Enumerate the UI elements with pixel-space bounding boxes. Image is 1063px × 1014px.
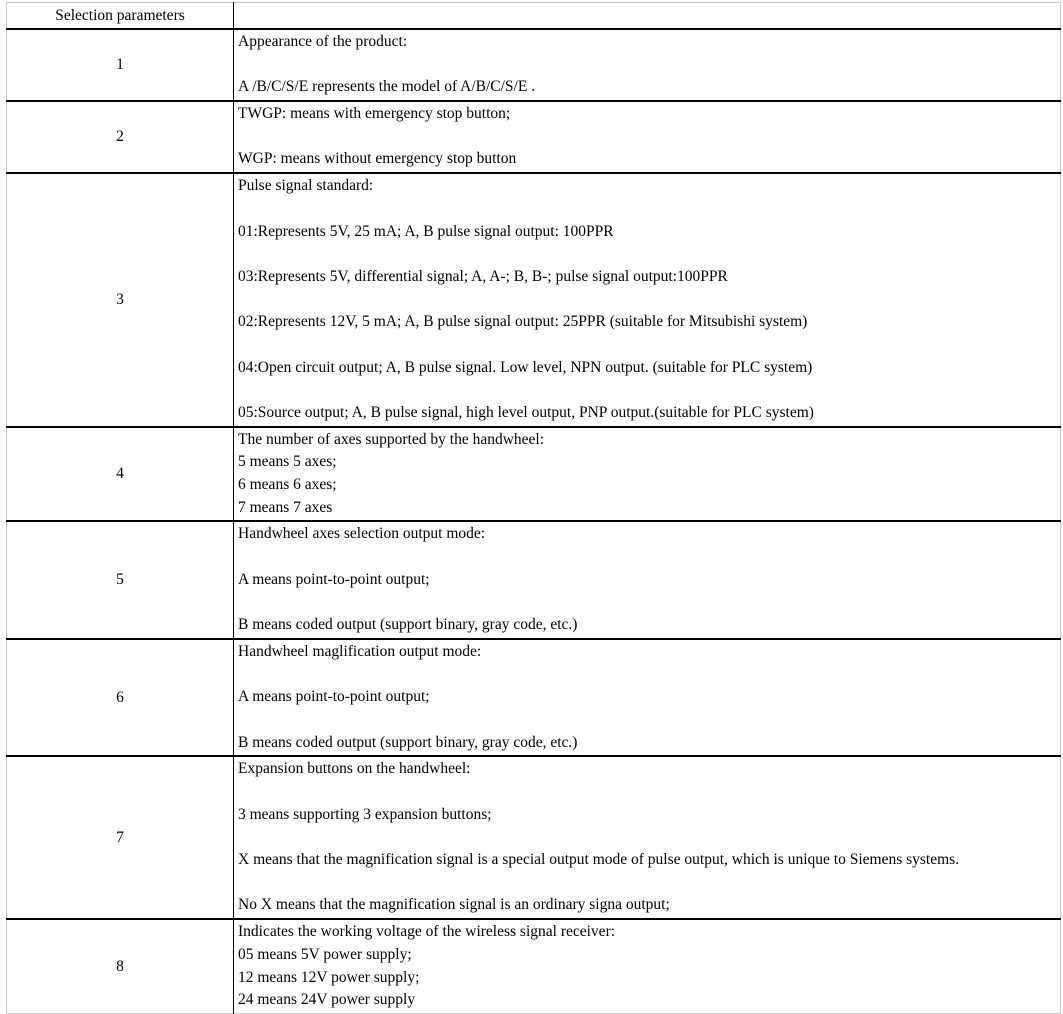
description-line: 01:Represents 5V, 25 mA; A, B pulse signal output: 100PPR bbox=[238, 222, 614, 240]
table-row bbox=[7, 29, 1061, 101]
description-line: 24 means 24V power supply bbox=[238, 991, 416, 1009]
description-line bbox=[238, 664, 1058, 687]
description-line: Handwheel maglification output mode: bbox=[238, 642, 482, 660]
description-line: 05 means 5V power supply; bbox=[238, 945, 412, 963]
description-line bbox=[238, 126, 1058, 149]
description-line bbox=[238, 243, 1058, 266]
description-line: WGP: means without emergency stop button bbox=[238, 150, 517, 168]
param-number-cell: 5 bbox=[7, 521, 234, 638]
description-line: Pulse signal standard: bbox=[238, 177, 374, 195]
param-number-cell: 4 bbox=[7, 427, 234, 522]
description-line bbox=[238, 379, 1058, 402]
description-line bbox=[238, 826, 1058, 849]
table-row bbox=[7, 639, 1061, 756]
param-number-cell: 6 bbox=[7, 639, 234, 756]
description-cell bbox=[234, 173, 1061, 427]
description-line bbox=[238, 334, 1058, 357]
param-number-cell: 2 bbox=[7, 101, 234, 173]
table-row bbox=[7, 173, 1061, 427]
description-line: 02:Represents 12V, 5 mA; A, B pulse signal output: 25PPR (suitable for Mitsubishi system) bbox=[238, 313, 808, 331]
description-line: No X means that the magnification signal is an ordinary signa output; bbox=[238, 896, 670, 914]
description-cell bbox=[234, 101, 1061, 173]
description-line bbox=[238, 198, 1058, 221]
header-selection-parameters: Selection parameters bbox=[7, 3, 234, 30]
description-line: Expansion buttons on the handwheel: bbox=[238, 760, 471, 778]
table-row bbox=[7, 756, 1061, 919]
description-line bbox=[238, 872, 1058, 895]
description-line bbox=[238, 781, 1058, 804]
description-line: 12 means 12V power supply; bbox=[238, 968, 420, 986]
description-cell bbox=[234, 919, 1061, 1013]
table-row bbox=[7, 427, 1061, 522]
description-line bbox=[238, 289, 1058, 312]
description-line: TWGP: means with emergency stop button; bbox=[238, 105, 511, 123]
description-line: X means that the magnification signal is a special output mode of pulse output, which is unique to Siemens systems. bbox=[238, 851, 960, 869]
description-line: 3 means supporting 3 expansion buttons; bbox=[238, 805, 492, 823]
description-line: Handwheel axes selection output mode: bbox=[238, 525, 486, 543]
param-number-cell: 8 bbox=[7, 919, 234, 1013]
param-number-cell: 1 bbox=[7, 29, 234, 101]
description-cell bbox=[234, 427, 1061, 522]
description-line: 6 means 6 axes; bbox=[238, 476, 337, 494]
description-line: 7 means 7 axes bbox=[238, 498, 333, 516]
table-row bbox=[7, 101, 1061, 173]
description-cell bbox=[234, 756, 1061, 919]
description-line bbox=[238, 592, 1058, 615]
description-line bbox=[238, 54, 1058, 77]
description-line bbox=[238, 709, 1058, 732]
description-line: 05:Source output; A, B pulse signal, high level output, PNP output.(suitable for PLC system) bbox=[238, 404, 814, 421]
description-cell bbox=[234, 29, 1061, 101]
description-line: The number of axes supported by the handwheel: bbox=[238, 430, 545, 448]
description-cell bbox=[234, 639, 1061, 756]
description-line: 03:Represents 5V, differential signal; A, A-; B, B-; pulse signal output:100PPR bbox=[238, 267, 728, 285]
table-row bbox=[7, 919, 1061, 1013]
header-description bbox=[234, 3, 1061, 30]
description-line: B means coded output (support binary, gray code, etc.) bbox=[238, 616, 578, 634]
selection-parameters-table bbox=[6, 2, 1061, 1014]
description-line: 04:Open circuit output; A, B pulse signal. Low level, NPN output. (suitable for PLC system) bbox=[238, 358, 813, 376]
description-line: A /B/C/S/E represents the model of A/B/C/S/E . bbox=[238, 78, 536, 96]
table-body bbox=[7, 29, 1061, 1013]
param-number-cell: 7 bbox=[7, 756, 234, 919]
description-cell bbox=[234, 521, 1061, 638]
description-line: Indicates the working voltage of the wireless signal receiver: bbox=[238, 923, 616, 941]
table-header-row bbox=[7, 3, 1061, 30]
description-line: B means coded output (support binary, gray code, etc.) bbox=[238, 733, 578, 751]
description-line: 5 means 5 axes; bbox=[238, 453, 337, 471]
param-number-cell: 3 bbox=[7, 173, 234, 427]
table-row bbox=[7, 521, 1061, 638]
description-line bbox=[238, 546, 1058, 569]
description-line: Appearance of the product: bbox=[238, 33, 408, 50]
description-line: A means point-to-point output; bbox=[238, 570, 430, 588]
description-line: A means point-to-point output; bbox=[238, 688, 430, 706]
selection-parameters-table-wrap bbox=[6, 2, 1061, 1014]
